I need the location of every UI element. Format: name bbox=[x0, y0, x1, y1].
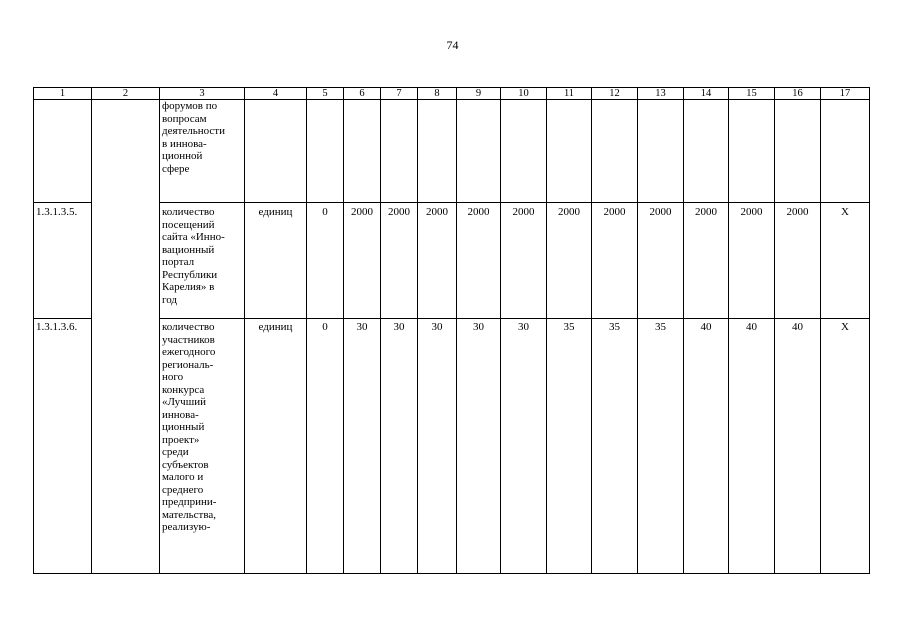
row-unit: единиц bbox=[245, 203, 307, 319]
row-value: 30 bbox=[501, 319, 547, 574]
header-cell: 17 bbox=[821, 88, 870, 100]
description-line: среднего bbox=[162, 483, 204, 496]
row-value bbox=[775, 100, 821, 203]
row-unit: единиц bbox=[245, 319, 307, 574]
header-cell: 2 bbox=[92, 88, 160, 100]
description-line: предприни- bbox=[162, 496, 217, 508]
description-line: ционный bbox=[162, 421, 205, 433]
header-cell: 8 bbox=[418, 88, 457, 100]
description-line: малого и bbox=[162, 471, 204, 483]
description-line: посещений bbox=[162, 218, 215, 231]
description-line: ного bbox=[162, 371, 184, 383]
table-row bbox=[34, 319, 870, 574]
row-value: 30 bbox=[418, 319, 457, 574]
row-value: 2000 bbox=[729, 203, 775, 319]
description-line: ежегодного bbox=[162, 346, 216, 358]
description-line: портал bbox=[162, 256, 195, 268]
row-value bbox=[729, 100, 775, 203]
row-value: 0 bbox=[307, 319, 344, 574]
table-row bbox=[34, 203, 870, 319]
description-line: вационный bbox=[162, 243, 215, 256]
row-value bbox=[592, 100, 638, 203]
row-value: 30 bbox=[344, 319, 381, 574]
row-value: X bbox=[821, 203, 870, 319]
row-code: 1.3.1.3.5. bbox=[34, 203, 92, 319]
row-value: 35 bbox=[592, 319, 638, 574]
header-cell: 5 bbox=[307, 88, 344, 100]
header-cell: 11 bbox=[547, 88, 592, 100]
row-value: 40 bbox=[775, 319, 821, 574]
description-line: форумов по bbox=[162, 100, 218, 112]
header-cell: 6 bbox=[344, 88, 381, 100]
row-value: 2000 bbox=[381, 203, 418, 319]
row-col2 bbox=[92, 100, 160, 574]
table-row bbox=[34, 100, 870, 203]
row-value: 0 bbox=[307, 203, 344, 319]
description-line: количество bbox=[162, 321, 215, 333]
header-cell: 3 bbox=[160, 88, 245, 100]
row-value: 2000 bbox=[501, 203, 547, 319]
row-value: 40 bbox=[729, 319, 775, 574]
row-value bbox=[418, 100, 457, 203]
description-line: в иннова- bbox=[162, 137, 207, 150]
header-cell: 16 bbox=[775, 88, 821, 100]
description-line: вопросам bbox=[162, 112, 207, 125]
description-line: участников bbox=[162, 333, 215, 346]
row-value bbox=[307, 100, 344, 203]
header-cell: 4 bbox=[245, 88, 307, 100]
row-value bbox=[381, 100, 418, 203]
header-cell: 7 bbox=[381, 88, 418, 100]
row-value bbox=[547, 100, 592, 203]
row-value: 35 bbox=[638, 319, 684, 574]
header-cell: 12 bbox=[592, 88, 638, 100]
row-value: 30 bbox=[457, 319, 501, 574]
description-line: ционной bbox=[162, 150, 203, 162]
row-value: 35 bbox=[547, 319, 592, 574]
description-line: мательства, bbox=[162, 508, 217, 521]
row-code: 1.3.1.3.6. bbox=[34, 319, 92, 574]
row-value bbox=[457, 100, 501, 203]
row-value: 2000 bbox=[418, 203, 457, 319]
header-cell: 14 bbox=[684, 88, 729, 100]
row-value: 2000 bbox=[457, 203, 501, 319]
page-number: 74 bbox=[446, 38, 459, 52]
description-line: субъектов bbox=[162, 458, 209, 471]
description-line: сфере bbox=[162, 162, 190, 175]
description-line: сайта «Инно- bbox=[162, 231, 225, 243]
row-value bbox=[821, 100, 870, 203]
data-table bbox=[33, 87, 870, 574]
description-line: региональ- bbox=[162, 358, 214, 371]
description-line: количество bbox=[162, 206, 215, 218]
row-description bbox=[160, 319, 245, 574]
row-value: 2000 bbox=[638, 203, 684, 319]
row-value: 40 bbox=[684, 319, 729, 574]
description-line: год bbox=[162, 293, 178, 306]
description-line: Карелия» в bbox=[162, 281, 215, 293]
row-unit bbox=[245, 100, 307, 203]
description-line: «Лучший bbox=[162, 396, 206, 408]
row-value: 2000 bbox=[592, 203, 638, 319]
row-description bbox=[160, 100, 245, 203]
row-value: X bbox=[821, 319, 870, 574]
row-value: 2000 bbox=[684, 203, 729, 319]
row-value: 2000 bbox=[775, 203, 821, 319]
row-value: 30 bbox=[381, 319, 418, 574]
description-line: конкурса bbox=[162, 383, 205, 396]
row-value: 2000 bbox=[344, 203, 381, 319]
header-cell: 15 bbox=[729, 88, 775, 100]
row-value bbox=[501, 100, 547, 203]
description-line: среди bbox=[162, 446, 189, 458]
row-value bbox=[638, 100, 684, 203]
row-value bbox=[344, 100, 381, 203]
header-row bbox=[34, 88, 870, 100]
description-line: реализую- bbox=[162, 521, 211, 533]
header-cell: 9 bbox=[457, 88, 501, 100]
row-code bbox=[34, 100, 92, 203]
row-value bbox=[684, 100, 729, 203]
row-value: 2000 bbox=[547, 203, 592, 319]
header-cell: 1 bbox=[34, 88, 92, 100]
description-line: деятельности bbox=[162, 125, 225, 137]
header-cell: 10 bbox=[501, 88, 547, 100]
description-line: иннова- bbox=[162, 408, 199, 421]
description-line: проект» bbox=[162, 433, 200, 446]
row-description bbox=[160, 203, 245, 319]
description-line: Республики bbox=[162, 268, 218, 281]
header-cell: 13 bbox=[638, 88, 684, 100]
